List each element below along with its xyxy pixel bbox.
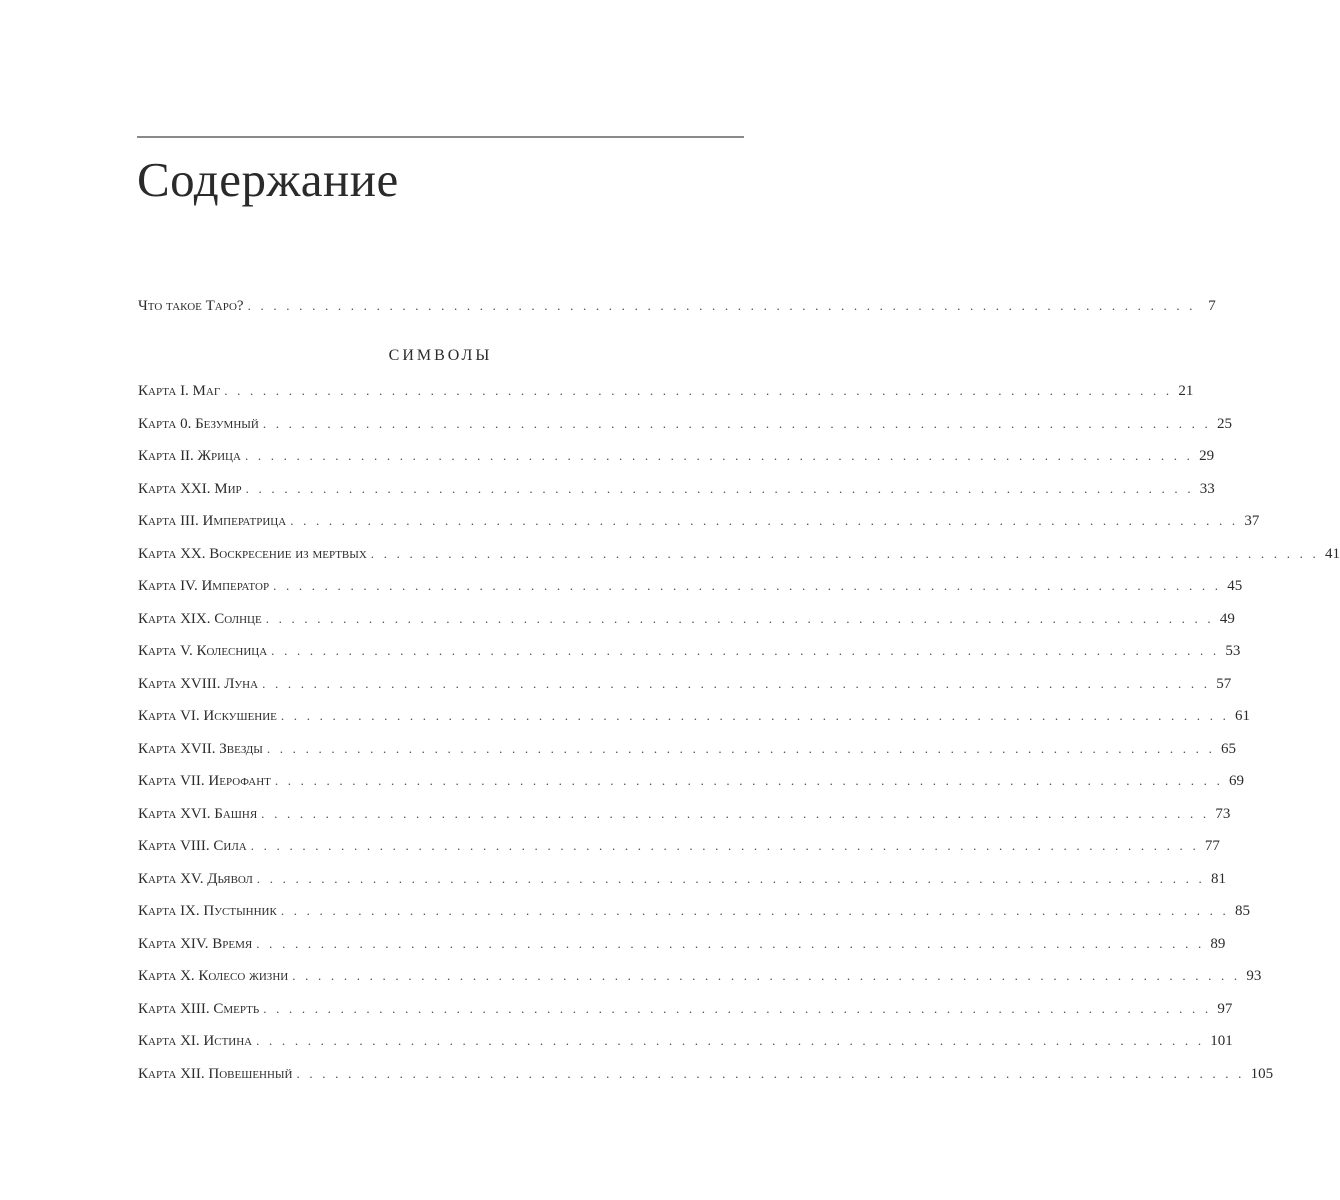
page-title: Содержание <box>137 152 399 207</box>
toc-entry-label: Карта XXI. Мир <box>138 480 242 497</box>
toc-entry <box>138 478 1215 500</box>
toc-entry-label: Карта XI. Истина <box>138 1033 253 1049</box>
dot-leader: . . . . . . . . . . . . . . . . . . . . . . . . . . . . . . . . . . . . . . . . . . . . . . . . . . . . . . . . . . . . . . . . . . . . . . . . . . <box>247 298 1196 313</box>
toc-entry-page: 45 <box>1227 578 1243 594</box>
toc-entry-intro <box>138 295 1216 317</box>
dot-leader: . . . . . . . . . . . . . . . . . . . . . . . . . . . . . . . . . . . . . . . . . . . . . . . . . . . . . . . . . . . . . . . . . . . . . . . . . . <box>250 838 1199 853</box>
toc-entry-label: Карта II. Жрица <box>138 448 241 464</box>
toc-entry <box>138 868 1226 890</box>
toc-entry <box>138 705 1251 727</box>
dot-leader: . . . . . . . . . . . . . . . . . . . . . . . . . . . . . . . . . . . . . . . . . . . . . . . . . . . . . . . . . . . . . . . . . . . . . . . . . . <box>265 610 1214 626</box>
toc-entry <box>138 413 1232 435</box>
toc-entry <box>138 640 1241 662</box>
toc-entry-label: Карта IV. Император <box>138 578 270 594</box>
dot-leader: . . . . . . . . . . . . . . . . . . . . . . . . . . . . . . . . . . . . . . . . . . . . . . . . . . . . . . . . . . . . . . . . . . . . . . . . . . <box>244 448 1194 463</box>
toc-entry-page: 7 <box>1208 298 1216 314</box>
toc-entry-label: Карта XII. Повешенный <box>138 1065 293 1082</box>
toc-entry <box>138 738 1237 760</box>
toc-entry-label: Карта IX. Пустынник <box>138 903 277 919</box>
toc-entry-label: Карта XVIII. Луна <box>138 675 259 692</box>
toc-entry-label: Карта XIV. Время <box>138 935 253 952</box>
toc-entry-label: Карта VIII. Сила <box>138 838 247 854</box>
dot-leader: . . . . . . . . . . . . . . . . . . . . . . . . . . . . . . . . . . . . . . . . . . . . . . . . . . . . . . . . . . . . . . . . . . . . . . . . . . <box>296 1065 1245 1081</box>
dot-leader: . . . . . . . . . . . . . . . . . . . . . . . . . . . . . . . . . . . . . . . . . . . . . . . . . . . . . . . . . . . . . . . . . . . . . . . . . . <box>256 935 1205 951</box>
toc-entry <box>138 998 1233 1020</box>
toc-entry <box>138 380 1194 402</box>
toc-entry <box>138 770 1245 792</box>
dot-leader: . . . . . . . . . . . . . . . . . . . . . . . . . . . . . . . . . . . . . . . . . . . . . . . . . . . . . . . . . . . . . . . . . . . . . . . . . . <box>370 545 1319 561</box>
dot-leader: . . . . . . . . . . . . . . . . . . . . . . . . . . . . . . . . . . . . . . . . . . . . . . . . . . . . . . . . . . . . . . . . . . . . . . . . . . <box>280 708 1230 723</box>
toc-entry-page: 65 <box>1221 740 1237 757</box>
toc-entry-page: 37 <box>1244 513 1260 529</box>
title-rule <box>137 136 744 138</box>
toc-entry-label: Карта XX. Воскресение из мертвых <box>138 545 367 562</box>
toc-entry-page: 53 <box>1225 643 1241 659</box>
dot-leader: . . . . . . . . . . . . . . . . . . . . . . . . . . . . . . . . . . . . . . . . . . . . . . . . . . . . . . . . . . . . . . . . . . . . . . . . . . <box>262 415 1211 431</box>
toc-entry <box>138 900 1250 922</box>
toc-entry <box>138 1063 1274 1085</box>
toc-entry-label: Карта XIII. Смерть <box>138 1000 260 1017</box>
toc-entry <box>138 803 1231 825</box>
toc-entry-page: 77 <box>1204 838 1220 854</box>
dot-leader: . . . . . . . . . . . . . . . . . . . . . . . . . . . . . . . . . . . . . . . . . . . . . . . . . . . . . . . . . . . . . . . . . . . . . . . . . . <box>262 675 1211 691</box>
dot-leader: . . . . . . . . . . . . . . . . . . . . . . . . . . . . . . . . . . . . . . . . . . . . . . . . . . . . . . . . . . . . . . . . . . . . . . . . . . <box>263 1000 1212 1016</box>
toc-entry <box>138 608 1235 630</box>
toc-entry-page: 25 <box>1216 415 1232 432</box>
toc-entry-label: Карта VII. Иерофант <box>138 773 271 789</box>
dot-leader: . . . . . . . . . . . . . . . . . . . . . . . . . . . . . . . . . . . . . . . . . . . . . . . . . . . . . . . . . . . . . . . . . . . . . . . . . . <box>273 578 1222 593</box>
toc-entry-page: 73 <box>1215 805 1231 822</box>
toc-entry <box>138 965 1262 987</box>
dot-leader: . . . . . . . . . . . . . . . . . . . . . . . . . . . . . . . . . . . . . . . . . . . . . . . . . . . . . . . . . . . . . . . . . . . . . . . . . . <box>245 480 1194 496</box>
toc-entry-label: Карта V. Колесница <box>138 643 268 659</box>
section-heading: СИМВОЛЫ <box>388 347 493 364</box>
dot-leader: . . . . . . . . . . . . . . . . . . . . . . . . . . . . . . . . . . . . . . . . . . . . . . . . . . . . . . . . . . . . . . . . . . . . . . . . . . <box>274 773 1224 788</box>
dot-leader: . . . . . . . . . . . . . . . . . . . . . . . . . . . . . . . . . . . . . . . . . . . . . . . . . . . . . . . . . . . . . . . . . . . . . . . . . . <box>256 870 1205 886</box>
toc-entry-page: 81 <box>1210 870 1226 887</box>
toc-entry-page: 97 <box>1217 1000 1233 1017</box>
toc-entry-label: Карта 0. Безумный <box>138 415 259 432</box>
toc-entry-label: Карта III. Императрица <box>138 513 287 529</box>
dot-leader: . . . . . . . . . . . . . . . . . . . . . . . . . . . . . . . . . . . . . . . . . . . . . . . . . . . . . . . . . . . . . . . . . . . . . . . . . . <box>266 740 1216 756</box>
toc-entry-label: Что такое Таро? <box>138 298 244 314</box>
toc-entry-page: 93 <box>1246 968 1262 984</box>
toc-entry <box>138 543 1340 565</box>
dot-leader: . . . . . . . . . . . . . . . . . . . . . . . . . . . . . . . . . . . . . . . . . . . . . . . . . . . . . . . . . . . . . . . . . . . . . . . . . . <box>261 805 1210 821</box>
dot-leader: . . . . . . . . . . . . . . . . . . . . . . . . . . . . . . . . . . . . . . . . . . . . . . . . . . . . . . . . . . . . . . . . . . . . . . . . . . <box>290 513 1239 528</box>
dot-leader: . . . . . . . . . . . . . . . . . . . . . . . . . . . . . . . . . . . . . . . . . . . . . . . . . . . . . . . . . . . . . . . . . . . . . . . . . . <box>292 968 1241 983</box>
toc-entry-page: 57 <box>1216 675 1232 692</box>
dot-leader: . . . . . . . . . . . . . . . . . . . . . . . . . . . . . . . . . . . . . . . . . . . . . . . . . . . . . . . . . . . . . . . . . . . . . . . . . . <box>280 903 1229 918</box>
toc-entry <box>138 673 1232 695</box>
toc-entry-label: Карта X. Колесо жизни <box>138 968 289 984</box>
toc-entry <box>138 1030 1233 1052</box>
dot-leader: . . . . . . . . . . . . . . . . . . . . . . . . . . . . . . . . . . . . . . . . . . . . . . . . . . . . . . . . . . . . . . . . . . . . . . . . . . <box>224 383 1173 398</box>
toc-entry-page: 85 <box>1235 903 1250 919</box>
toc-entry-page: 33 <box>1199 480 1215 497</box>
toc-entry-page: 89 <box>1210 935 1226 952</box>
toc-entry-label: Карта XV. Дьявол <box>138 870 253 887</box>
toc-entry <box>138 575 1243 597</box>
toc-entry-page: 41 <box>1324 545 1340 562</box>
toc-entry-label: Карта XIX. Солнце <box>138 610 262 627</box>
toc-entry-page: 29 <box>1199 448 1215 464</box>
toc-entry <box>138 835 1220 857</box>
toc-entry-page: 21 <box>1178 383 1194 399</box>
toc-entry <box>138 510 1260 532</box>
toc-entry-page: 61 <box>1235 708 1251 724</box>
dot-leader: . . . . . . . . . . . . . . . . . . . . . . . . . . . . . . . . . . . . . . . . . . . . . . . . . . . . . . . . . . . . . . . . . . . . . . . . . . <box>271 643 1220 658</box>
toc-entry-label: Карта I. Маг <box>138 383 221 399</box>
toc-entry-page: 49 <box>1219 610 1235 627</box>
toc-entry <box>138 933 1226 955</box>
toc-entry <box>138 445 1215 467</box>
toc-entry-page: 69 <box>1229 773 1245 789</box>
toc-entry-label: Карта XVI. Башня <box>138 805 258 822</box>
toc-entry-label: Карта VI. Искушение <box>138 708 277 724</box>
toc-entry-page: 105 <box>1250 1065 1274 1082</box>
toc-entry-label: Карта XVII. Звезды <box>138 740 263 757</box>
toc-entry-page: 101 <box>1210 1033 1233 1049</box>
dot-leader: . . . . . . . . . . . . . . . . . . . . . . . . . . . . . . . . . . . . . . . . . . . . . . . . . . . . . . . . . . . . . . . . . . . . . . . . . . <box>256 1033 1205 1048</box>
